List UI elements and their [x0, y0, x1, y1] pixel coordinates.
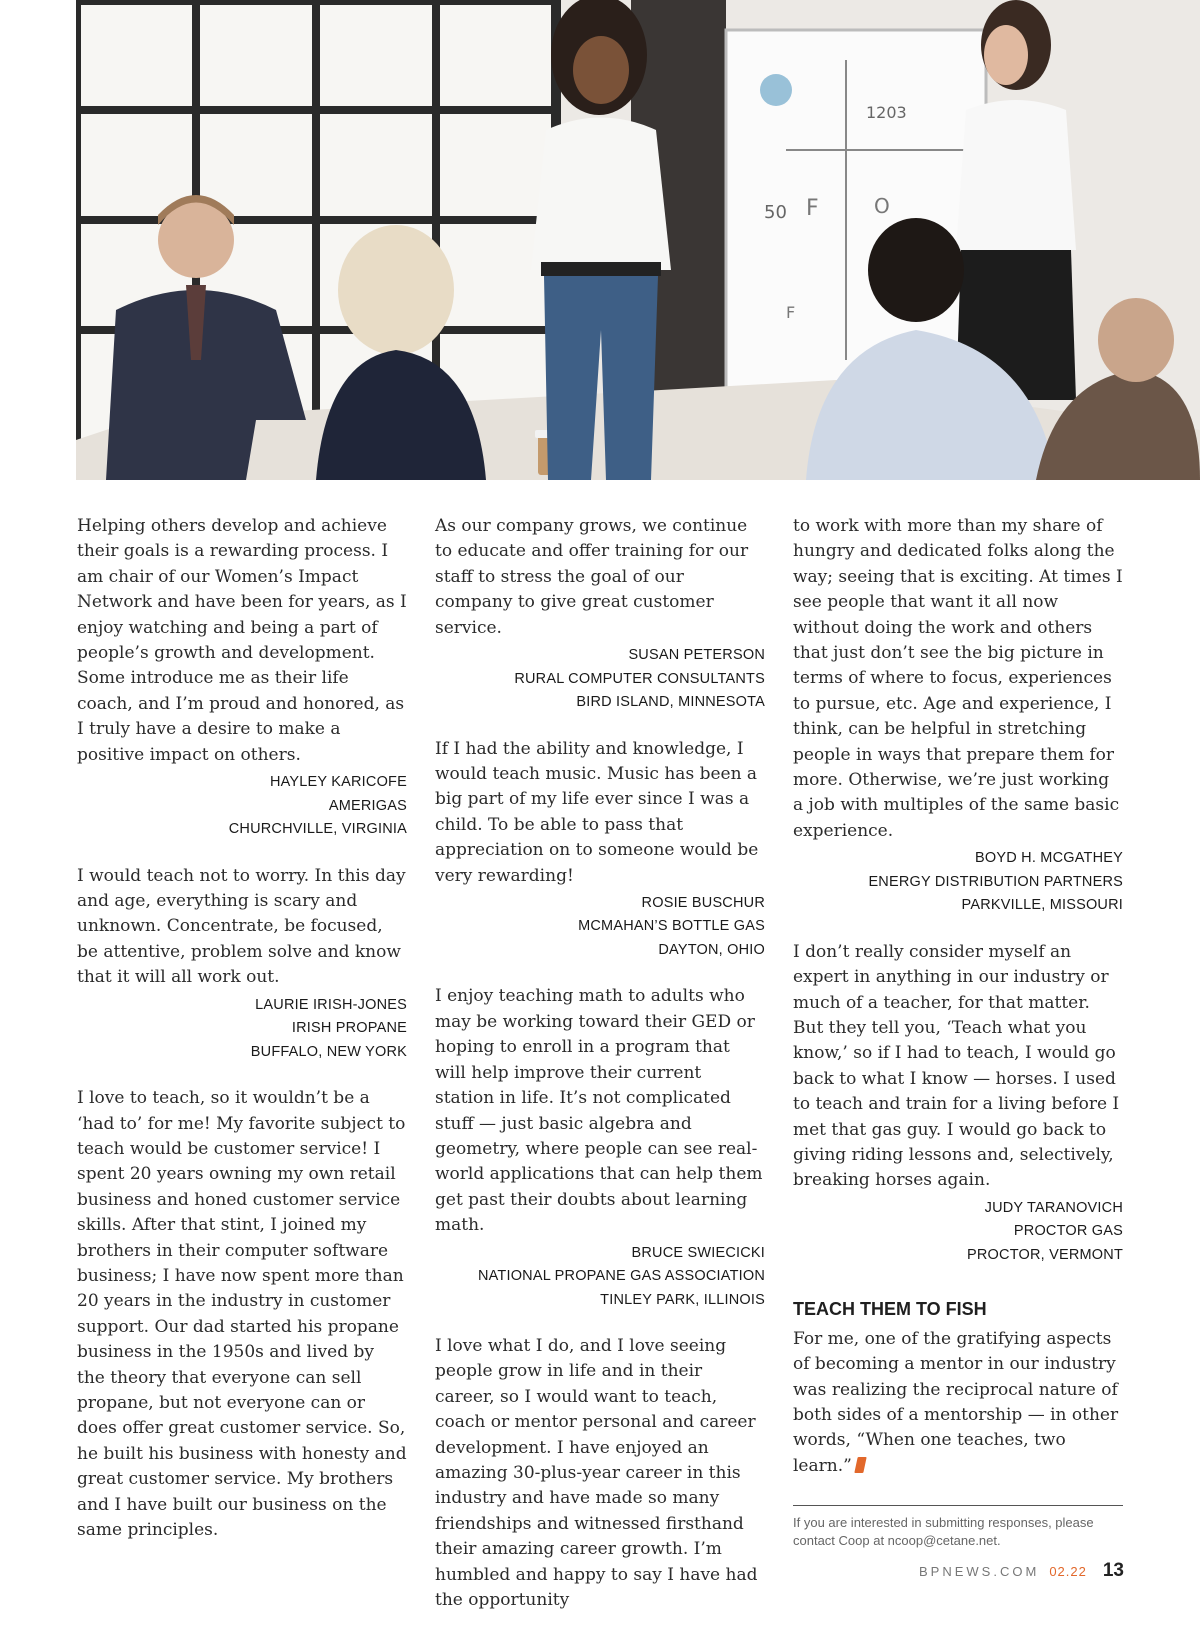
- column-1: [77, 514, 407, 1565]
- response-text: I enjoy teaching math to adults who may be working toward their GED or hoping to enroll in a program that will help improve their current station in life. It’s not complicated stuff — just basic algebra and geometry, where people can see real-world applications that can help them get past their doubts about learning math.: [435, 986, 763, 1236]
- end-mark-icon: [854, 1457, 866, 1473]
- response-text: to work with more than my share of hungry and dedicated folks along the way; seeing that is exciting. At times I see people that want it all now without doing the work and others that just don’t see the big picture in terms of where to focus, experiences to pursue, etc. Age and experience, I think, can be helpful in stretching people in ways that prepare them for more. Otherwise, we’re just working a job with multiples of the same basic experience.: [793, 516, 1123, 841]
- contributor-location: BIRD ISLAND, MINNESOTA: [576, 694, 765, 711]
- contributor-name: BOYD H. MCGATHEY: [975, 850, 1123, 867]
- response-entry: [77, 864, 407, 1065]
- whiteboard-note: 50: [764, 202, 787, 223]
- column-2: [435, 514, 765, 1636]
- contributor-location: CHURCHVILLE, VIRGINIA: [228, 821, 407, 838]
- contributor-location: BUFFALO, NEW YORK: [250, 1043, 407, 1060]
- hero-photo: [76, 0, 1200, 480]
- section-text: [793, 1327, 1123, 1479]
- contributor-name: JUDY TARANOVICH: [984, 1199, 1123, 1216]
- section-heading: TEACH THEM TO FISH: [793, 1299, 987, 1320]
- contributor-name: SUSAN PETERSON: [628, 647, 765, 664]
- website: BPNEWS.COM: [919, 1564, 1040, 1579]
- contributor-company: PROCTOR GAS: [1013, 1223, 1123, 1240]
- response-entry: [77, 514, 407, 842]
- response-text: As our company grows, we continue to educate and offer training for our staff to stress the goal of our company to give great customer service.: [435, 516, 749, 638]
- response-entry: [435, 984, 765, 1312]
- response-text: I don’t really consider myself an expert in anything in our industry or much of a teacher, for that matter. But they tell you, ‘Teach what you know,’ so if I had to teach, I would go back to what I know — horses. I used to teach and train for a living before I met that gas guy. I would go back to giving riding lessons and, selectively, breaking horses again.: [793, 941, 1120, 1191]
- divider: [793, 1505, 1123, 1506]
- response-text: I would teach not to worry. In this day and age, everything is scary and unknown. Concentrate, be focused, be attentive, problem solve and know that it will all work out.: [77, 865, 406, 988]
- response-entry: [435, 1334, 765, 1613]
- response-text: Helping others develop and achieve their goals is a rewarding process. I am chair of our Women’s Impact Network and have been for years, as I enjoy watching and being a part of people’s growth and development. Some introduce me as their life coach, and I’m proud and honored, as I truly have a desire to make a positive impact on others.: [77, 516, 407, 765]
- attribution: [793, 847, 1123, 918]
- contributor-name: BRUCE SWIECICKI: [631, 1244, 765, 1261]
- attribution: [77, 994, 407, 1065]
- contributor-company: IRISH PROPANE: [291, 1020, 407, 1037]
- attribution: [435, 644, 765, 715]
- page-folio: [919, 1560, 1124, 1582]
- response-entry: [435, 737, 765, 963]
- attribution: [77, 771, 407, 842]
- response-text: If I had the ability and knowledge, I would teach music. Music has been a big part of my life ever since I was a child. To be able to pass that appreciation on to someone would be very rewarding!: [435, 738, 759, 886]
- whiteboard-note: O: [874, 194, 890, 218]
- response-entry: [793, 940, 1123, 1268]
- contributor-company: RURAL COMPUTER CONSULTANTS: [514, 670, 765, 687]
- section-body: For me, one of the gratifying aspects of becoming a mentor in our industry was realizing the reciprocal nature of both sides of a mentorship — in other words, “When one teaches, two learn.”: [793, 1328, 1119, 1476]
- whiteboard-note: 1203: [866, 103, 907, 122]
- response-entry: [77, 1086, 407, 1543]
- contributor-location: TINLEY PARK, ILLINOIS: [600, 1291, 765, 1308]
- response-text: I love what I do, and I love seeing people grow in life and in their career, so I would want to teach, coach or mentor personal and career development. I have enjoyed an amazing 30-plus-year career in this industry and have made so many friendships and witnessed firsthand their amazing career growth. I’m humbled and happy to say I have had the opportunity: [435, 1336, 758, 1611]
- whiteboard-note: F: [806, 196, 819, 221]
- contributor-company: AMERIGAS: [328, 797, 407, 814]
- issue-date: 02.22: [1049, 1564, 1087, 1579]
- attribution: [435, 1242, 765, 1313]
- contributor-location: PROCTOR, VERMONT: [967, 1246, 1123, 1263]
- contributor-company: MCMAHAN’S BOTTLE GAS: [578, 918, 765, 935]
- attribution: [435, 892, 765, 963]
- contributor-name: LAURIE IRISH-JONES: [255, 996, 407, 1013]
- response-entry-continued: [793, 514, 1123, 918]
- page-number: 13: [1102, 1560, 1124, 1581]
- footnote: If you are interested in submitting responses, please contact Coop at ncoop@cetane.net.: [793, 1515, 1094, 1549]
- contributor-location: PARKVILLE, MISSOURI: [961, 897, 1123, 914]
- meeting-scene-illustration: [76, 0, 1200, 480]
- response-entry-continued: [435, 514, 765, 715]
- attribution: [793, 1197, 1123, 1268]
- column-3: [793, 514, 1123, 1550]
- contributor-name: HAYLEY KARICOFE: [269, 774, 407, 791]
- contributor-company: NATIONAL PROPANE GAS ASSOCIATION: [477, 1268, 765, 1285]
- response-text: I love to teach, so it wouldn’t be a ‘had to’ for me! My favorite subject to teach would be customer service! I spent 20 years owning my own retail business and honed customer service skills. After that stint, I joined my brothers in their computer software business; I have now spent more than 20 years in the industry in customer support. Our dad started his propane business in the 1950s and lived by the theory that everyone can sell propane, but not everyone can or does offer great customer service. So, he built his business with honesty and great customer service. My brothers and I have built our business on the same principles.: [77, 1088, 407, 1540]
- contributor-company: ENERGY DISTRIBUTION PARTNERS: [868, 873, 1123, 890]
- contributor-name: ROSIE BUSCHUR: [641, 894, 765, 911]
- contributor-location: DAYTON, OHIO: [658, 941, 765, 958]
- whiteboard-note: F: [786, 303, 796, 322]
